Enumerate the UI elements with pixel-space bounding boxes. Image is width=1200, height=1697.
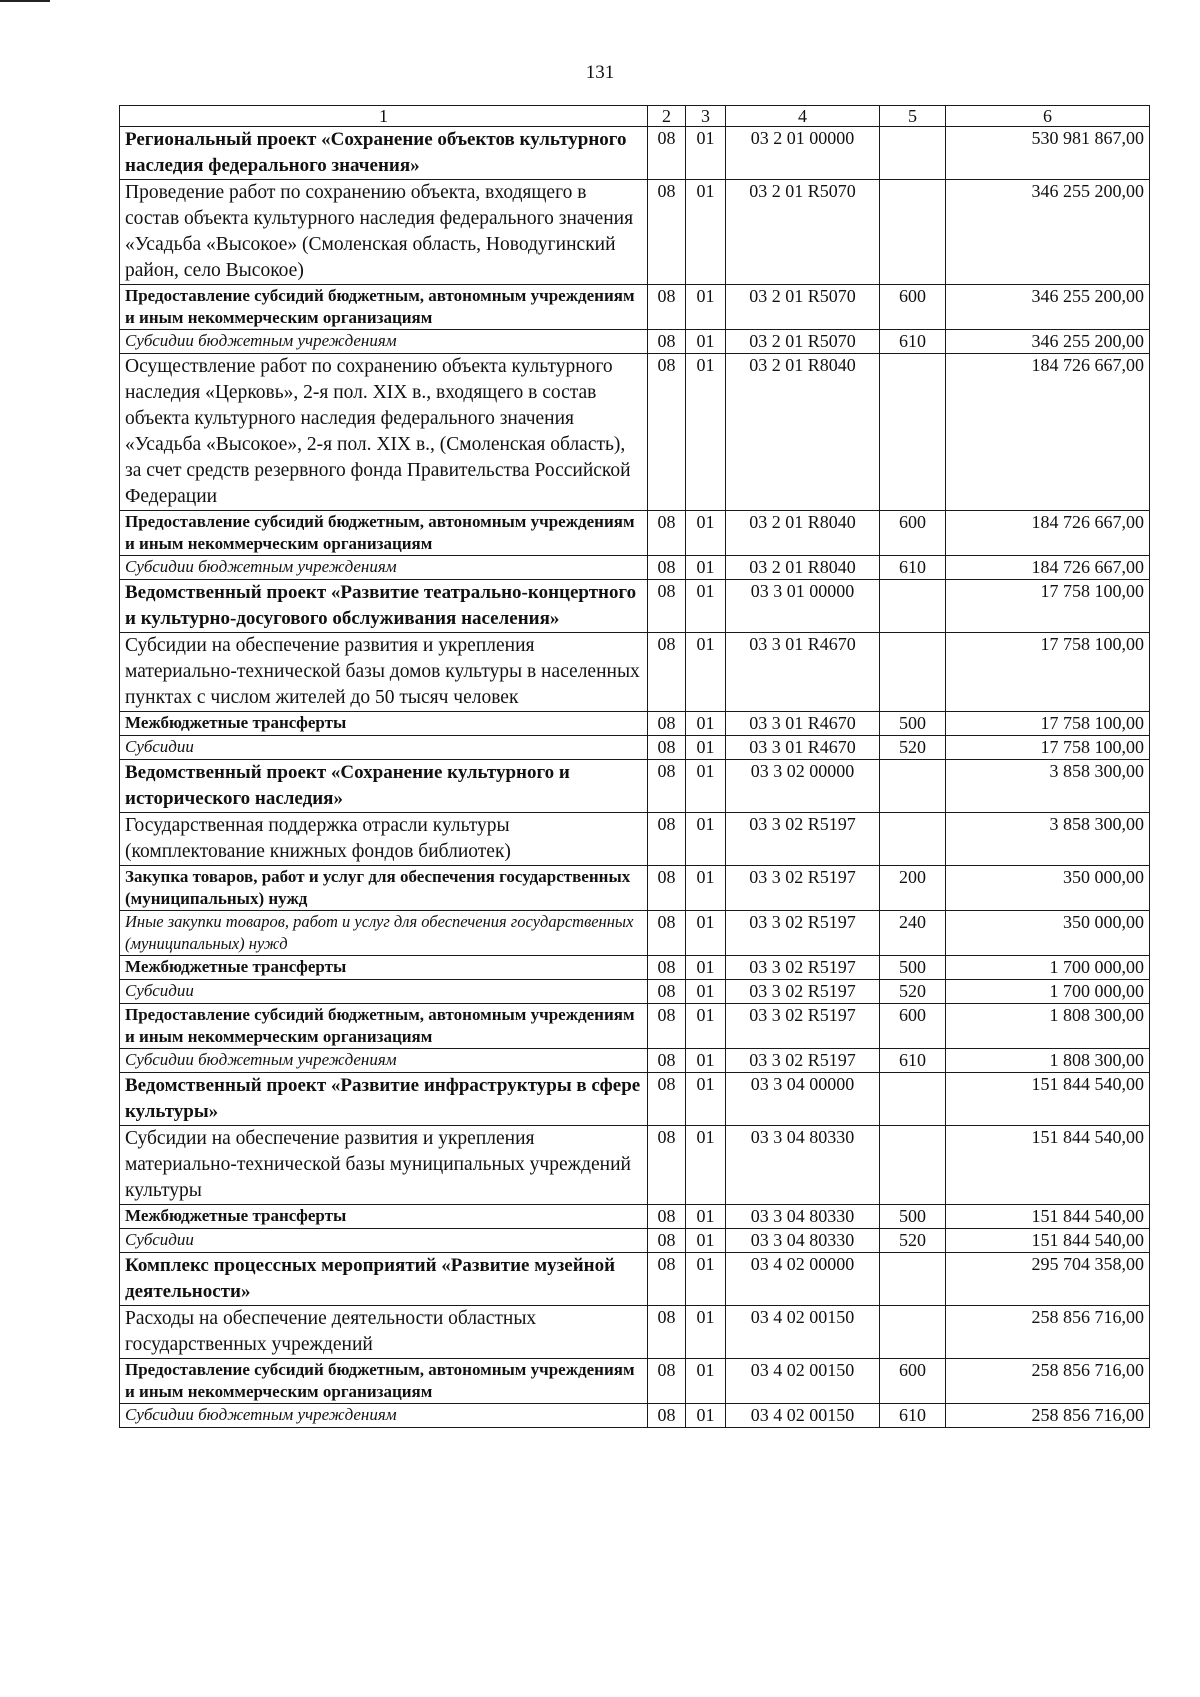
expense-type-cell: 600 xyxy=(880,1359,946,1404)
section-code-cell: 08 xyxy=(648,354,686,511)
amount-cell: 151 844 540,00 xyxy=(946,1073,1150,1126)
amount-cell: 258 856 716,00 xyxy=(946,1306,1150,1359)
row-name-cell: Иные закупки товаров, работ и услуг для обеспечения государственных (муниципальных) нужд xyxy=(120,911,648,956)
expense-type-cell: 610 xyxy=(880,330,946,354)
row-name-cell: Субсидии на обеспечение развития и укрепления материально-технической базы домов культуры в населенных пунктах с числом жителей до 50 тысяч человек xyxy=(120,633,648,712)
expense-type-cell xyxy=(880,1306,946,1359)
target-article-cell: 03 3 01 R4670 xyxy=(726,712,880,736)
section-code-cell: 08 xyxy=(648,760,686,813)
target-article-cell: 03 3 02 R5197 xyxy=(726,1049,880,1073)
expense-type-cell: 500 xyxy=(880,956,946,980)
target-article-cell: 03 4 02 00150 xyxy=(726,1359,880,1404)
section-code-cell: 08 xyxy=(648,1073,686,1126)
row-name-cell: Субсидии xyxy=(120,1229,648,1253)
subsection-code-cell: 01 xyxy=(686,1126,726,1205)
section-code-cell: 08 xyxy=(648,712,686,736)
amount-cell: 17 758 100,00 xyxy=(946,580,1150,633)
target-article-cell: 03 3 01 R4670 xyxy=(726,736,880,760)
section-code-cell: 08 xyxy=(648,1126,686,1205)
header-cell: 3 xyxy=(686,106,726,127)
subsection-code-cell: 01 xyxy=(686,330,726,354)
amount-cell: 346 255 200,00 xyxy=(946,285,1150,330)
subsection-code-cell: 01 xyxy=(686,712,726,736)
target-article-cell: 03 3 04 80330 xyxy=(726,1126,880,1205)
subsection-code-cell: 01 xyxy=(686,1073,726,1126)
section-code-cell: 08 xyxy=(648,1253,686,1306)
subsection-code-cell: 01 xyxy=(686,911,726,956)
section-code-cell: 08 xyxy=(648,580,686,633)
amount-cell: 530 981 867,00 xyxy=(946,127,1150,180)
subsection-code-cell: 01 xyxy=(686,1306,726,1359)
row-name-cell: Проведение работ по сохранению объекта, входящего в состав объекта культурного наследия федерального значения «Усадьба «Высокое» (Смоленская область, Новодугинский район, село Высокое) xyxy=(120,180,648,285)
expense-type-cell: 600 xyxy=(880,285,946,330)
row-name-cell: Ведомственный проект «Развитие театрально-концертного и культурно-досугового обслуживания населения» xyxy=(120,580,648,633)
section-code-cell: 08 xyxy=(648,911,686,956)
row-name-cell: Региональный проект «Сохранение объектов культурного наследия федерального значения» xyxy=(120,127,648,180)
table-row xyxy=(120,1253,1150,1306)
expense-type-cell xyxy=(880,127,946,180)
target-article-cell: 03 2 01 00000 xyxy=(726,127,880,180)
header-cell: 4 xyxy=(726,106,880,127)
row-name-cell: Межбюджетные трансферты xyxy=(120,1205,648,1229)
target-article-cell: 03 2 01 R8040 xyxy=(726,511,880,556)
row-name-cell: Предоставление субсидий бюджетным, автономным учреждениям и иным некоммерческим организациям xyxy=(120,285,648,330)
table-row xyxy=(120,285,1150,330)
subsection-code-cell: 01 xyxy=(686,813,726,866)
table-row xyxy=(120,712,1150,736)
row-name-cell: Осуществление работ по сохранению объекта культурного наследия «Церковь», 2-я пол. XIX в., входящего в состав объекта культурного наследия федерального значения «Усадьба «Высокое», 2-я пол. XIX в., (Смоленская область), за счет средств резервного фонда Правительства Российской Федерации xyxy=(120,354,648,511)
table-row xyxy=(120,1205,1150,1229)
expense-type-cell: 520 xyxy=(880,1229,946,1253)
section-code-cell: 08 xyxy=(648,1404,686,1428)
section-code-cell: 08 xyxy=(648,813,686,866)
expense-type-cell: 600 xyxy=(880,511,946,556)
section-code-cell: 08 xyxy=(648,556,686,580)
subsection-code-cell: 01 xyxy=(686,1229,726,1253)
target-article-cell: 03 2 01 R8040 xyxy=(726,354,880,511)
table-row xyxy=(120,911,1150,956)
subsection-code-cell: 01 xyxy=(686,1359,726,1404)
target-article-cell: 03 4 02 00150 xyxy=(726,1306,880,1359)
amount-cell: 184 726 667,00 xyxy=(946,556,1150,580)
amount-cell: 350 000,00 xyxy=(946,866,1150,911)
table-row xyxy=(120,1404,1150,1428)
subsection-code-cell: 01 xyxy=(686,1004,726,1049)
header-cell: 5 xyxy=(880,106,946,127)
row-name-cell: Комплекс процессных мероприятий «Развитие музейной деятельности» xyxy=(120,1253,648,1306)
section-code-cell: 08 xyxy=(648,1359,686,1404)
header-cell: 1 xyxy=(120,106,648,127)
subsection-code-cell: 01 xyxy=(686,556,726,580)
table-row xyxy=(120,1229,1150,1253)
table-row xyxy=(120,556,1150,580)
expense-type-cell: 200 xyxy=(880,866,946,911)
amount-cell: 3 858 300,00 xyxy=(946,813,1150,866)
target-article-cell: 03 4 02 00150 xyxy=(726,1404,880,1428)
amount-cell: 151 844 540,00 xyxy=(946,1229,1150,1253)
amount-cell: 17 758 100,00 xyxy=(946,736,1150,760)
table-row xyxy=(120,736,1150,760)
section-code-cell: 08 xyxy=(648,1306,686,1359)
expense-type-cell: 500 xyxy=(880,712,946,736)
target-article-cell: 03 3 02 R5197 xyxy=(726,911,880,956)
target-article-cell: 03 3 04 80330 xyxy=(726,1229,880,1253)
amount-cell: 151 844 540,00 xyxy=(946,1205,1150,1229)
target-article-cell: 03 3 01 00000 xyxy=(726,580,880,633)
expense-type-cell xyxy=(880,760,946,813)
expense-type-cell: 520 xyxy=(880,980,946,1004)
subsection-code-cell: 01 xyxy=(686,511,726,556)
row-name-cell: Субсидии бюджетным учреждениям xyxy=(120,556,648,580)
expense-type-cell xyxy=(880,354,946,511)
row-name-cell: Субсидии бюджетным учреждениям xyxy=(120,330,648,354)
table-row xyxy=(120,633,1150,712)
table-row xyxy=(120,1306,1150,1359)
expense-type-cell xyxy=(880,633,946,712)
amount-cell: 184 726 667,00 xyxy=(946,511,1150,556)
row-name-cell: Межбюджетные трансферты xyxy=(120,956,648,980)
subsection-code-cell: 01 xyxy=(686,633,726,712)
row-name-cell: Субсидии бюджетным учреждениям xyxy=(120,1049,648,1073)
target-article-cell: 03 3 04 00000 xyxy=(726,1073,880,1126)
expense-type-cell: 520 xyxy=(880,736,946,760)
table-row xyxy=(120,127,1150,180)
header-cell: 2 xyxy=(648,106,686,127)
section-code-cell: 08 xyxy=(648,866,686,911)
amount-cell: 258 856 716,00 xyxy=(946,1404,1150,1428)
table-row xyxy=(120,1073,1150,1126)
section-code-cell: 08 xyxy=(648,285,686,330)
table-row xyxy=(120,760,1150,813)
header-cell: 6 xyxy=(946,106,1150,127)
amount-cell: 151 844 540,00 xyxy=(946,1126,1150,1205)
expense-type-cell xyxy=(880,180,946,285)
amount-cell: 184 726 667,00 xyxy=(946,354,1150,511)
budget-table xyxy=(119,105,1150,1428)
subsection-code-cell: 01 xyxy=(686,1253,726,1306)
section-code-cell: 08 xyxy=(648,736,686,760)
amount-cell: 17 758 100,00 xyxy=(946,712,1150,736)
section-code-cell: 08 xyxy=(648,127,686,180)
subsection-code-cell: 01 xyxy=(686,127,726,180)
table-row xyxy=(120,580,1150,633)
amount-cell: 17 758 100,00 xyxy=(946,633,1150,712)
target-article-cell: 03 2 01 R5070 xyxy=(726,180,880,285)
subsection-code-cell: 01 xyxy=(686,1049,726,1073)
expense-type-cell: 610 xyxy=(880,1049,946,1073)
table-row xyxy=(120,330,1150,354)
row-name-cell: Закупка товаров, работ и услуг для обеспечения государственных (муниципальных) нужд xyxy=(120,866,648,911)
amount-cell: 1 700 000,00 xyxy=(946,956,1150,980)
section-code-cell: 08 xyxy=(648,956,686,980)
section-code-cell: 08 xyxy=(648,980,686,1004)
target-article-cell: 03 2 01 R5070 xyxy=(726,330,880,354)
section-code-cell: 08 xyxy=(648,1049,686,1073)
target-article-cell: 03 3 02 R5197 xyxy=(726,1004,880,1049)
amount-cell: 3 858 300,00 xyxy=(946,760,1150,813)
table-row xyxy=(120,354,1150,511)
expense-type-cell xyxy=(880,580,946,633)
subsection-code-cell: 01 xyxy=(686,956,726,980)
section-code-cell: 08 xyxy=(648,511,686,556)
row-name-cell: Государственная поддержка отрасли культуры (комплектование книжных фондов библиотек) xyxy=(120,813,648,866)
section-code-cell: 08 xyxy=(648,1205,686,1229)
scan-corner-mark xyxy=(0,0,50,2)
subsection-code-cell: 01 xyxy=(686,1404,726,1428)
subsection-code-cell: 01 xyxy=(686,760,726,813)
section-code-cell: 08 xyxy=(648,330,686,354)
target-article-cell: 03 2 01 R8040 xyxy=(726,556,880,580)
amount-cell: 1 808 300,00 xyxy=(946,1049,1150,1073)
row-name-cell: Субсидии на обеспечение развития и укрепления материально-технической базы муниципальных учреждений культуры xyxy=(120,1126,648,1205)
row-name-cell: Ведомственный проект «Развитие инфраструктуры в сфере культуры» xyxy=(120,1073,648,1126)
amount-cell: 346 255 200,00 xyxy=(946,330,1150,354)
expense-type-cell: 600 xyxy=(880,1004,946,1049)
target-article-cell: 03 3 02 R5197 xyxy=(726,956,880,980)
expense-type-cell xyxy=(880,1073,946,1126)
expense-type-cell: 500 xyxy=(880,1205,946,1229)
amount-cell: 350 000,00 xyxy=(946,911,1150,956)
table-row xyxy=(120,1359,1150,1404)
expense-type-cell: 610 xyxy=(880,556,946,580)
table-row xyxy=(120,1126,1150,1205)
subsection-code-cell: 01 xyxy=(686,285,726,330)
subsection-code-cell: 01 xyxy=(686,180,726,285)
row-name-cell: Субсидии бюджетным учреждениям xyxy=(120,1404,648,1428)
section-code-cell: 08 xyxy=(648,1229,686,1253)
expense-type-cell xyxy=(880,813,946,866)
table-row xyxy=(120,866,1150,911)
budget-table-body xyxy=(120,106,1150,1428)
expense-type-cell: 610 xyxy=(880,1404,946,1428)
amount-cell: 295 704 358,00 xyxy=(946,1253,1150,1306)
subsection-code-cell: 01 xyxy=(686,736,726,760)
table-row xyxy=(120,511,1150,556)
expense-type-cell xyxy=(880,1253,946,1306)
row-name-cell: Предоставление субсидий бюджетным, автономным учреждениям и иным некоммерческим организациям xyxy=(120,1004,648,1049)
target-article-cell: 03 3 01 R4670 xyxy=(726,633,880,712)
row-name-cell: Расходы на обеспечение деятельности областных государственных учреждений xyxy=(120,1306,648,1359)
amount-cell: 1 700 000,00 xyxy=(946,980,1150,1004)
target-article-cell: 03 3 02 R5197 xyxy=(726,813,880,866)
target-article-cell: 03 3 02 00000 xyxy=(726,760,880,813)
row-name-cell: Ведомственный проект «Сохранение культурного и исторического наследия» xyxy=(120,760,648,813)
row-name-cell: Межбюджетные трансферты xyxy=(120,712,648,736)
expense-type-cell xyxy=(880,1126,946,1205)
table-row xyxy=(120,180,1150,285)
row-name-cell: Субсидии xyxy=(120,980,648,1004)
section-code-cell: 08 xyxy=(648,180,686,285)
subsection-code-cell: 01 xyxy=(686,354,726,511)
subsection-code-cell: 01 xyxy=(686,580,726,633)
row-name-cell: Предоставление субсидий бюджетным, автономным учреждениям и иным некоммерческим организациям xyxy=(120,1359,648,1404)
row-name-cell: Предоставление субсидий бюджетным, автономным учреждениям и иным некоммерческим организациям xyxy=(120,511,648,556)
target-article-cell: 03 3 02 R5197 xyxy=(726,980,880,1004)
table-row xyxy=(120,980,1150,1004)
target-article-cell: 03 2 01 R5070 xyxy=(726,285,880,330)
target-article-cell: 03 4 02 00000 xyxy=(726,1253,880,1306)
section-code-cell: 08 xyxy=(648,1004,686,1049)
section-code-cell: 08 xyxy=(648,633,686,712)
table-row xyxy=(120,956,1150,980)
amount-cell: 1 808 300,00 xyxy=(946,1004,1150,1049)
target-article-cell: 03 3 04 80330 xyxy=(726,1205,880,1229)
row-name-cell: Субсидии xyxy=(120,736,648,760)
table-row xyxy=(120,1004,1150,1049)
subsection-code-cell: 01 xyxy=(686,866,726,911)
target-article-cell: 03 3 02 R5197 xyxy=(726,866,880,911)
table-header-row xyxy=(120,106,1150,127)
amount-cell: 346 255 200,00 xyxy=(946,180,1150,285)
table-row xyxy=(120,813,1150,866)
expense-type-cell: 240 xyxy=(880,911,946,956)
amount-cell: 258 856 716,00 xyxy=(946,1359,1150,1404)
subsection-code-cell: 01 xyxy=(686,980,726,1004)
subsection-code-cell: 01 xyxy=(686,1205,726,1229)
page-number: 131 xyxy=(585,62,615,83)
table-row xyxy=(120,1049,1150,1073)
